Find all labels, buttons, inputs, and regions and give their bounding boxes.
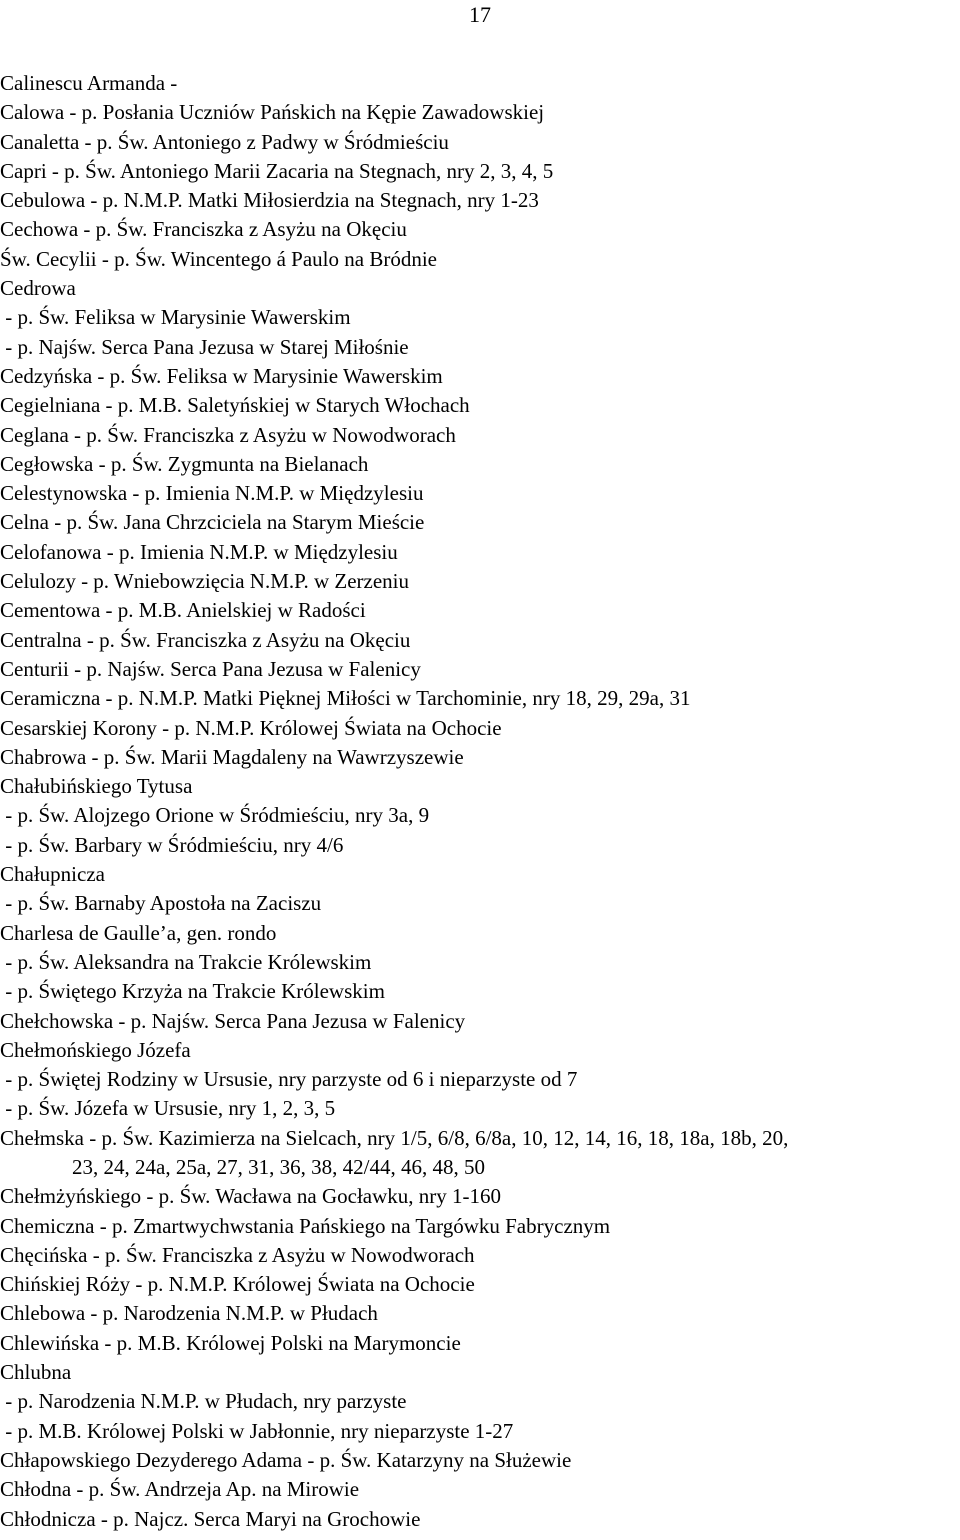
list-item: Celna - p. Św. Jana Chrzciciela na Starym Mieście <box>0 510 425 535</box>
list-item: Chełmżyńskiego - p. Św. Wacława na Gocławku, nry 1-160 <box>0 1184 502 1209</box>
list-item-continuation: 23, 24, 24a, 25a, 27, 31, 36, 38, 42/44, 46, 48, 50 <box>72 1154 485 1179</box>
list-item: Chęcińska - p. Św. Franciszka z Asyżu w Nowodworach <box>0 1242 475 1267</box>
list-item: Chałubińskiego Tytusa <box>0 774 193 799</box>
list-item: Celulozy - p. Wniebowzięcia N.M.P. w Zerzeniu <box>0 569 409 594</box>
list-item: Cedrowa <box>0 276 76 301</box>
list-item: Cechowa - p. Św. Franciszka z Asyżu na Okęciu <box>0 217 407 242</box>
list-item: Chłodnicza - p. Najcz. Serca Maryi na Grochowie <box>0 1506 421 1531</box>
list-item: Chabrowa - p. Św. Marii Magdaleny na Wawrzyszewie <box>0 744 464 769</box>
list-item: Chlewińska - p. M.B. Królowej Polski na Marymoncie <box>0 1330 461 1355</box>
list-item: Cegielniana - p. M.B. Saletyńskiej w Starych Włochach <box>0 393 470 418</box>
list-item: - p. Najśw. Serca Pana Jezusa w Starej Miłośnie <box>0 334 409 359</box>
list-item: Calowa - p. Posłania Uczniów Pańskich na Kępie Zawadowskiej <box>0 100 545 125</box>
list-item: - p. Narodzenia N.M.P. w Płudach, nry parzyste <box>0 1389 407 1414</box>
list-item: - p. M.B. Królowej Polski w Jabłonnie, nry nieparzyste 1-27 <box>0 1418 514 1443</box>
list-item: Calinescu Armanda - <box>0 71 178 95</box>
list-item: - p. Św. Józefa w Ursusie, nry 1, 2, 3, 5 <box>0 1096 336 1121</box>
list-item: Ceramiczna - p. N.M.P. Matki Pięknej Miłości w Tarchominie, nry 18, 29, 29a, 31 <box>0 686 691 711</box>
list-item: Cegłowska - p. Św. Zygmunta na Bielanach <box>0 451 369 476</box>
list-item: Chełmońskiego Józefa <box>0 1037 191 1062</box>
list-item: Cebulowa - p. N.M.P. Matki Miłosierdzia na Stegnach, nry 1-23 <box>0 188 539 213</box>
list-item: Celofanowa - p. Imienia N.M.P. w Międzylesiu <box>0 539 398 564</box>
list-item: Capri - p. Św. Antoniego Marii Zacaria na Stegnach, nry 2, 3, 4, 5 <box>0 158 554 183</box>
list-item: Centurii - p. Najśw. Serca Pana Jezusa w Falenicy <box>0 656 421 681</box>
list-item: Chełchowska - p. Najśw. Serca Pana Jezusa w Falenicy <box>0 1008 466 1033</box>
list-item: Chemiczna - p. Zmartwychwstania Pańskiego na Targówku Fabrycznym <box>0 1213 611 1238</box>
list-item: Chlebowa - p. Narodzenia N.M.P. w Płudach <box>0 1301 378 1326</box>
list-item: Chełmska - p. Św. Kazimierza na Sielcach, nry 1/5, 6/8, 6/8a, 10, 12, 14, 16, 18, 18a, 18b, 20, <box>0 1125 789 1150</box>
list-item: - p. Świętego Krzyża na Trakcie Królewskim <box>0 979 385 1004</box>
list-item: - p. Św. Alojzego Orione w Śródmieściu, nry 3a, 9 <box>0 803 430 828</box>
list-item: Celestynowska - p. Imienia N.M.P. w Międzylesiu <box>0 481 424 506</box>
list-item: Cedzyńska - p. Św. Feliksa w Marysinie Wawerskim <box>0 363 443 388</box>
page-number: 17 <box>469 2 491 27</box>
list-item: Chlubna <box>0 1360 72 1385</box>
list-item: Chińskiej Róży - p. N.M.P. Królowej Świata na Ochocie <box>0 1272 475 1297</box>
list-item: - p. Św. Barnaby Apostoła na Zaciszu <box>0 891 322 916</box>
list-item: Centralna - p. Św. Franciszka z Asyżu na Okęciu <box>0 627 411 652</box>
list-item: Ceglana - p. Św. Franciszka z Asyżu w Nowodworach <box>0 422 456 447</box>
list-item: Chłodna - p. Św. Andrzeja Ap. na Mirowie <box>0 1477 360 1502</box>
list-item: Charlesa de Gaulle’a, gen. rondo <box>0 920 277 945</box>
list-item: - p. Świętej Rodziny w Ursusie, nry parzyste od 6 i nieparzyste od 7 <box>0 1067 578 1092</box>
list-item: Cesarskiej Korony - p. N.M.P. Królowej Świata na Ochocie <box>0 715 502 740</box>
street-parish-list <box>0 69 960 1534</box>
list-item: Chałupnicza <box>0 862 105 887</box>
list-item: - p. Św. Aleksandra na Trakcie Królewskim <box>0 949 372 974</box>
list-item: Cementowa - p. M.B. Anielskiej w Radości <box>0 598 366 623</box>
list-item: - p. Św. Barbary w Śródmieściu, nry 4/6 <box>0 832 344 857</box>
list-item: Św. Cecylii - p. Św. Wincentego á Paulo na Bródnie <box>0 246 437 271</box>
list-item: - p. Św. Feliksa w Marysinie Wawerskim <box>0 305 351 330</box>
list-item: Canaletta - p. Św. Antoniego z Padwy w Śródmieściu <box>0 129 449 154</box>
list-item: Chłapowskiego Dezyderego Adama - p. Św. Katarzyny na Służewie <box>0 1447 572 1472</box>
